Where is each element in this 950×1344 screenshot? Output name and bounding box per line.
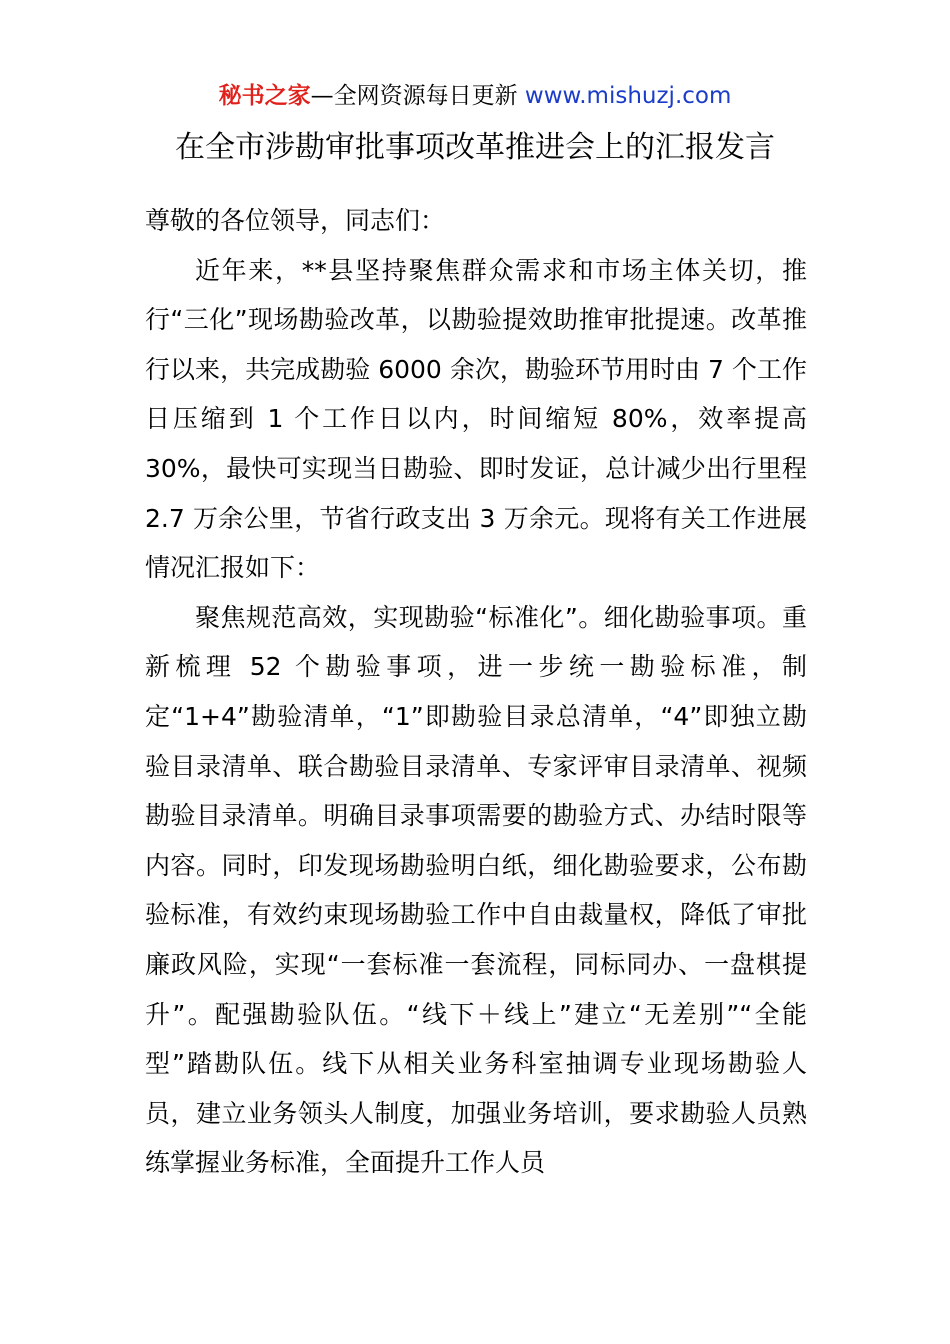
site-brand: 秘书之家 bbox=[218, 83, 311, 109]
site-header bbox=[0, 80, 950, 112]
site-url-link[interactable]: www.mishuzj.com bbox=[524, 83, 732, 109]
paragraph-standardization: 聚焦规范高效，实现勘验“标准化”。细化勘验事项。重新梳理 52 个勘验事项，进一步统一勘验标准，制定“1+4”勘验清单，“1”即勘验目录总清单，“4”即独立勘验目录清单、联合勘验目录清单、专家评审目录清单、视频勘验目录清单。明确目录事项需要的勘验方式、办结时限等内容。同时，印发现场勘验明白纸，细化勘验要求，公布勘验标准，有效约束现场勘验工作中自由裁量权，降低了审批廉政风险，实现“一套标准一套流程，同标同办、一盘棋提升”。配强勘验队伍。“线下＋线上”建立“无差别”“全能型”踏勘队伍。线下从相关业务科室抽调专业现场勘验人员，建立业务领头人制度，加强业务培训，要求勘验人员熟练掌握业务标准，全面提升工作人员 bbox=[145, 602, 807, 1178]
document-title: 在全市涉勘审批事项改革推进会上的汇报发言 bbox=[175, 130, 775, 165]
paragraph-intro: 近年来，**县坚持聚焦群众需求和市场主体关切，推行“三化”现场勘验改革，以勘验提效助推审批提速。改革推行以来，共完成勘验 6000 余次，勘验环节用时由 7 个工作日压缩到 1 个工作日以内，时间缩短 80%，效率提高 30%，最快可实现当日勘验、即时发证，总计减少出行里程 2.7 万余公里，节省行政支出 3 万余元。现将有关工作进展情况汇报如下： bbox=[145, 255, 807, 583]
document-body bbox=[145, 196, 807, 1188]
site-tagline: —全网资源每日更新 bbox=[310, 83, 525, 109]
greeting: 尊敬的各位领导，同志们： bbox=[145, 206, 446, 235]
